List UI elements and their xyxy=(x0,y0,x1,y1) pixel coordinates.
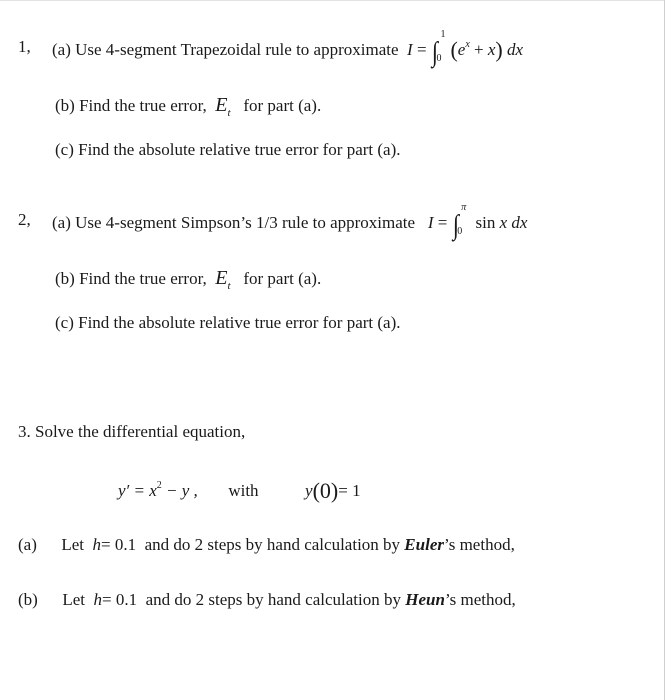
page-border-right xyxy=(664,0,665,700)
q2-part-b-tail: for part (a). xyxy=(243,269,322,288)
q2-integral-var: I xyxy=(427,213,434,232)
q1-error-symbol: E xyxy=(215,94,228,116)
q3-eq-rhs: − y , xyxy=(166,481,198,500)
q2-part-b xyxy=(55,267,321,292)
q1-part-b-text: (b) Find the true error, xyxy=(55,96,207,115)
q3-eq-lhs: y′ = x xyxy=(118,481,157,500)
q1-exponent: x xyxy=(465,39,470,50)
q3-part-a-let: Let xyxy=(61,535,85,554)
q3-ic-arg: (0) xyxy=(312,478,339,503)
q3-part-b-label: (b) xyxy=(18,590,38,609)
q2-limits xyxy=(457,202,471,237)
q2-part-c: (c) Find the absolute relative true error for part (a). xyxy=(55,313,401,332)
q2-error-symbol: E xyxy=(215,267,228,289)
q3-part-a-tail: ’s method, xyxy=(443,535,515,554)
q2-upper-limit: π xyxy=(461,202,467,213)
q3-part-a-text: and do 2 steps by hand calculation by xyxy=(144,535,401,554)
integral-sign: ∫ xyxy=(431,37,438,68)
q1-part-a: (a) Use 4-segment Trapezoidal rule to approximate I = ∫ 1 0 $(e^x + x)$ dx xyxy=(52,29,524,68)
q1-upper-limit: 1 xyxy=(440,29,446,40)
q3-with: with xyxy=(228,481,259,500)
q2-error-sub: t xyxy=(227,280,231,292)
q1-x: x xyxy=(487,40,496,59)
q2-part-b-text: (b) Find the true error, xyxy=(55,269,207,288)
q1-limits xyxy=(436,29,450,64)
q3-ic-y: y xyxy=(305,481,313,500)
q3-part-b-let: Let xyxy=(62,590,85,609)
q3-part-b-tail: ’s method, xyxy=(444,590,516,609)
q2-part-a xyxy=(52,202,528,242)
q1-e: e xyxy=(457,40,466,59)
q3-ic-val: = 1 xyxy=(338,481,361,500)
q2-number: 2, xyxy=(18,210,31,229)
q3-part-a xyxy=(18,535,515,555)
q3-part-a-h: h xyxy=(92,535,102,554)
q1-part-c: (c) Find the absolute relative true error for part (a). xyxy=(55,140,401,159)
q3-eq-square: 2 xyxy=(156,480,162,491)
q1-equals: = xyxy=(416,40,427,59)
q2-lower-limit: 0 xyxy=(457,226,463,237)
q1-part-b xyxy=(55,94,321,119)
q1-lower-limit: 0 xyxy=(436,53,442,64)
q2-x: x xyxy=(499,213,508,232)
integral-sign: ∫ xyxy=(452,210,459,241)
q2-equals: = xyxy=(437,213,448,232)
q3-equation xyxy=(118,478,361,504)
q1-dx: dx xyxy=(507,40,524,59)
q2-dx: dx xyxy=(511,213,528,232)
q1-integral-var: I xyxy=(407,40,413,59)
q3-part-b-method: Heun xyxy=(405,590,445,609)
q3-part-b xyxy=(18,590,516,610)
q3-part-b-text: and do 2 steps by hand calculation by xyxy=(145,590,401,609)
page-border-top xyxy=(0,0,665,1)
q1-part-a-text: (a) Use 4-segment Trapezoidal rule to approximate xyxy=(52,40,399,59)
q1-number: 1, xyxy=(18,37,31,56)
q3-part-a-method: Euler xyxy=(404,535,444,554)
q3-part-b-h: h xyxy=(93,590,102,609)
q1-plus: + xyxy=(474,40,484,59)
q1-error-sub: t xyxy=(227,107,231,119)
q1-part-b-tail: for part (a). xyxy=(243,96,322,115)
q3-part-a-label: (a) xyxy=(18,535,37,554)
q2-sin: sin xyxy=(475,213,496,232)
q2-part-a-text: (a) Use 4-segment Simpson’s 1/3 rule to approximate xyxy=(52,213,416,232)
q3-part-a-h-val: = 0.1 xyxy=(101,535,137,554)
q3-heading: 3. Solve the differential equation, xyxy=(18,422,246,441)
q3-part-b-h-val: = 0.1 xyxy=(101,590,138,609)
